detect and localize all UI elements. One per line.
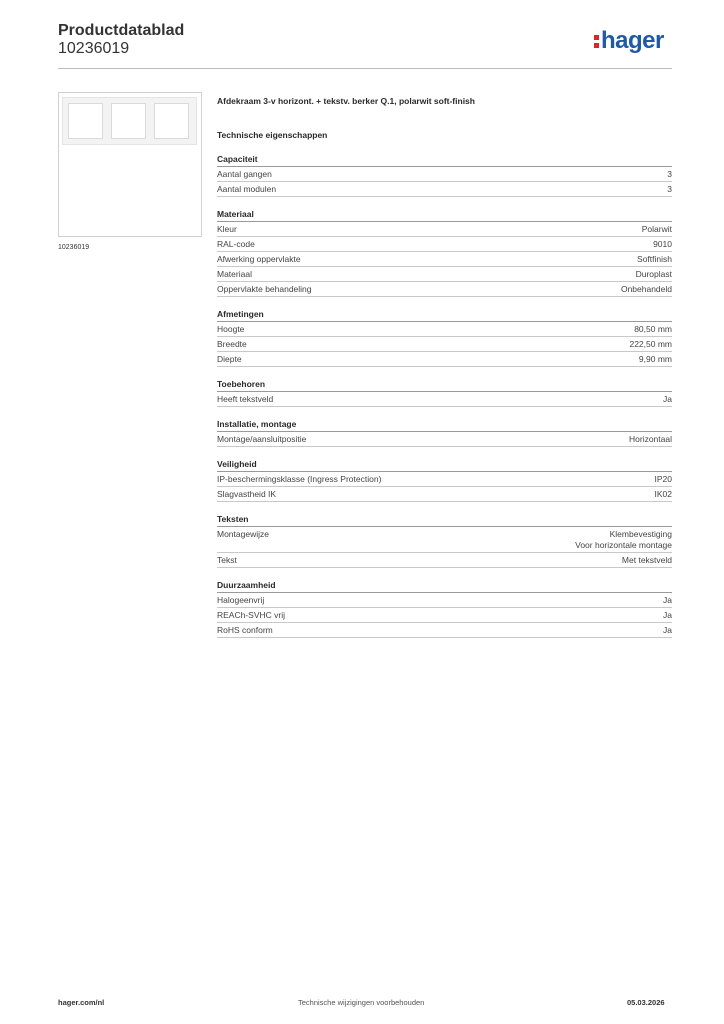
header-divider xyxy=(58,68,672,69)
spec-value-line: Horizontaal xyxy=(629,434,672,444)
image-caption: 10236019 xyxy=(58,244,90,251)
section-title: Afmetingen xyxy=(217,309,672,322)
spec-value xyxy=(663,610,672,621)
spec-value-line: 3 xyxy=(667,184,672,194)
logo-text: hager xyxy=(601,27,664,54)
hager-logo xyxy=(594,29,664,53)
spec-label: Halogeenvrij xyxy=(217,595,265,605)
spec-section xyxy=(217,379,672,407)
spec-sections xyxy=(217,154,672,638)
spec-value xyxy=(622,555,672,566)
spec-value-line: Met tekstveld xyxy=(621,555,672,565)
spec-value-line: Klembevestiging xyxy=(609,529,672,539)
spec-section xyxy=(217,459,672,502)
spec-label: Aantal modulen xyxy=(217,184,277,194)
spec-label: Hoogte xyxy=(217,324,245,334)
spec-value xyxy=(667,184,672,195)
section-title: Veiligheid xyxy=(217,459,672,472)
spec-label: Afwerking oppervlakte xyxy=(217,254,301,264)
spec-label: Montage/aansluitpositie xyxy=(217,434,307,444)
spec-value-line: Ja xyxy=(663,610,672,620)
spec-label: Oppervlakte behandeling xyxy=(217,284,312,294)
spec-value-line: Duroplast xyxy=(635,269,672,279)
spec-value-line: Ja xyxy=(663,394,672,404)
frame-slot xyxy=(154,103,189,139)
spec-label: Diepte xyxy=(217,354,242,364)
spec-label: RAL-code xyxy=(217,239,255,249)
spec-row xyxy=(217,527,672,553)
cover-frame-illustration xyxy=(62,97,197,145)
spec-label: RoHS conform xyxy=(217,625,273,635)
section-title: Installatie, montage xyxy=(217,419,672,432)
tech-heading: Technische eigenschappen xyxy=(217,130,328,140)
spec-content xyxy=(217,92,672,638)
spec-value-line: IP20 xyxy=(654,474,672,484)
spec-row xyxy=(217,252,672,267)
spec-row xyxy=(217,608,672,623)
section-title: Materiaal xyxy=(217,209,672,222)
footer-date: 05.03.2026 xyxy=(627,998,665,1007)
spec-value xyxy=(634,324,672,335)
spec-value xyxy=(653,239,672,250)
spec-value-line: Softfinish xyxy=(637,254,672,264)
spec-row xyxy=(217,472,672,487)
spec-label: IP-beschermingsklasse (Ingress Protection) xyxy=(217,474,382,484)
spec-label: Aantal gangen xyxy=(217,169,272,179)
spec-value xyxy=(629,434,672,445)
logo-dots-icon xyxy=(594,31,599,49)
spec-row xyxy=(217,222,672,237)
section-title: Teksten xyxy=(217,514,672,527)
spec-value xyxy=(629,339,672,350)
spec-value xyxy=(663,625,672,636)
spec-row xyxy=(217,593,672,608)
product-image xyxy=(58,92,202,237)
spec-value xyxy=(575,529,672,551)
spec-row xyxy=(217,322,672,337)
spec-label: Kleur xyxy=(217,224,237,234)
spec-section xyxy=(217,209,672,297)
spec-value xyxy=(636,269,672,280)
spec-label: Slagvastheid IK xyxy=(217,489,277,499)
spec-value-line: Ja xyxy=(663,595,672,605)
spec-row xyxy=(217,352,672,367)
spec-row xyxy=(217,237,672,252)
spec-value-line: 80,50 mm xyxy=(634,324,672,334)
spec-value-line: 3 xyxy=(667,169,672,179)
spec-section xyxy=(217,514,672,568)
spec-row xyxy=(217,182,672,197)
footer-notice: Technische wijzigingen voorbehouden xyxy=(298,998,425,1007)
product-title: Afdekraam 3-v horizont. + tekstv. berker Q.1, polarwit soft-finish xyxy=(217,96,475,106)
spec-section xyxy=(217,154,672,197)
spec-row xyxy=(217,487,672,502)
frame-slot xyxy=(111,103,146,139)
spec-value xyxy=(637,254,672,265)
spec-section xyxy=(217,580,672,638)
spec-row xyxy=(217,267,672,282)
spec-row xyxy=(217,167,672,182)
spec-label: Heeft tekstveld xyxy=(217,394,274,404)
spec-value xyxy=(655,474,673,485)
spec-value xyxy=(621,284,672,295)
spec-value-line: Ja xyxy=(663,625,672,635)
spec-row xyxy=(217,553,672,568)
spec-value xyxy=(663,394,672,405)
product-code: 10236019 xyxy=(58,40,130,57)
spec-value-line: 9010 xyxy=(653,239,672,249)
spec-section xyxy=(217,419,672,447)
spec-value xyxy=(663,595,672,606)
section-title: Duurzaamheid xyxy=(217,580,672,593)
footer-website[interactable]: hager.com/nl xyxy=(58,998,105,1007)
section-title: Toebehoren xyxy=(217,379,672,392)
spec-value xyxy=(655,489,673,500)
spec-value xyxy=(667,169,672,180)
spec-value-line: Polarwit xyxy=(641,224,672,234)
spec-value-line: 9,90 mm xyxy=(638,354,672,364)
spec-label: Montagewijze xyxy=(217,529,269,539)
spec-value-line: Voor horizontale montage xyxy=(575,540,672,550)
spec-section xyxy=(217,309,672,367)
frame-slot xyxy=(68,103,103,139)
spec-row xyxy=(217,623,672,638)
spec-row xyxy=(217,432,672,447)
spec-label: REACh-SVHC vrij xyxy=(217,610,286,620)
spec-value-line: Onbehandeld xyxy=(620,284,672,294)
spec-value-line: IK02 xyxy=(654,489,672,499)
spec-label: Breedte xyxy=(217,339,247,349)
page-title: Productdatablad xyxy=(58,22,185,39)
spec-row xyxy=(217,282,672,297)
spec-value xyxy=(642,224,672,235)
spec-row xyxy=(217,392,672,407)
section-title: Capaciteit xyxy=(217,154,672,167)
spec-value xyxy=(639,354,672,365)
spec-label: Materiaal xyxy=(217,269,252,279)
spec-row xyxy=(217,337,672,352)
spec-label: Tekst xyxy=(217,555,237,565)
spec-value-line: 222,50 mm xyxy=(629,339,672,349)
